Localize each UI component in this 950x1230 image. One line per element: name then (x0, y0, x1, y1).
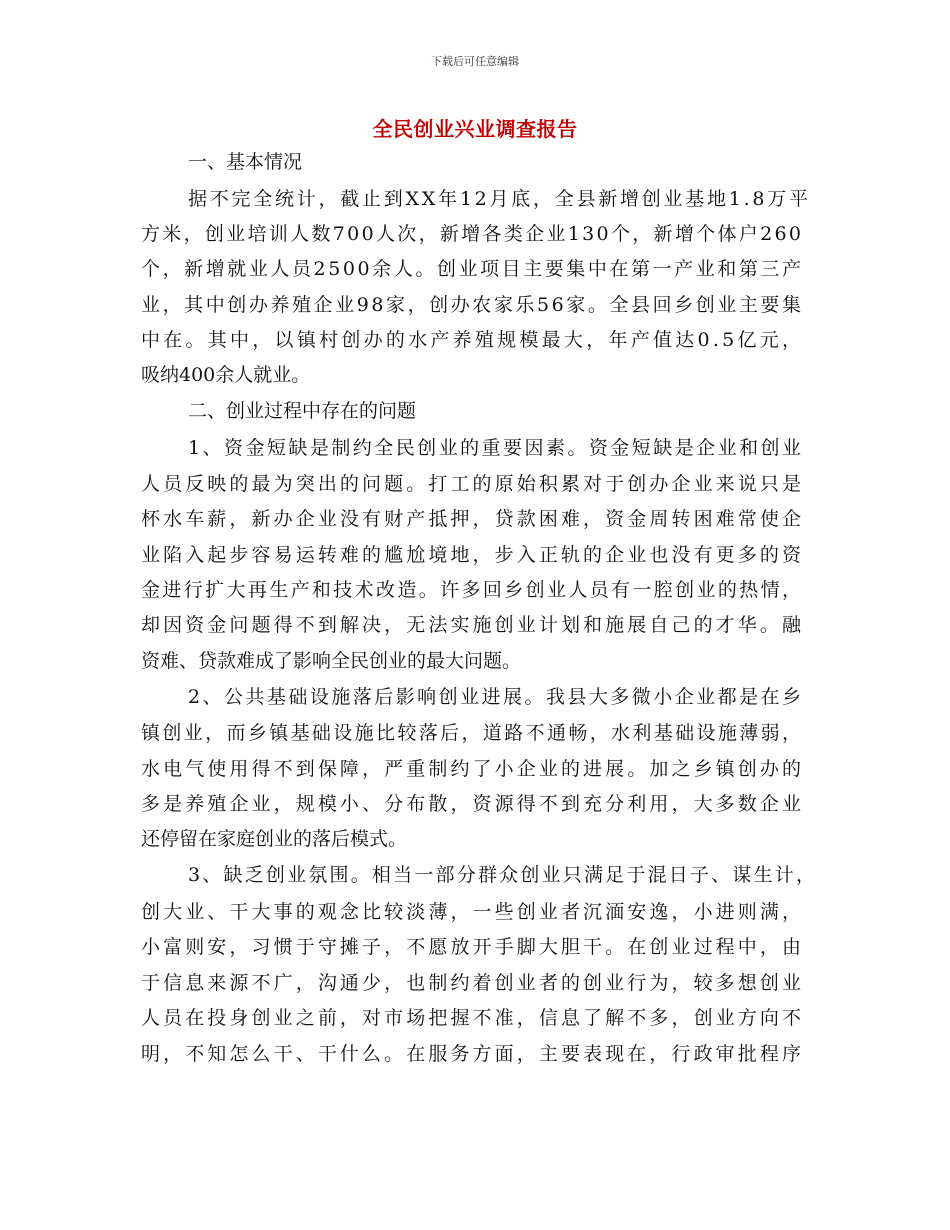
text-line: 金进行扩大再生产和技术改造。许多回乡创业人员有一腔创业的热情， (141, 579, 804, 601)
text-line: 个，新增就业人员2500余人。创业项目主要集中在第一产业和第三产 (141, 258, 804, 280)
text-line: 资难、贷款难成了影响全民创业的最大问题。 (141, 650, 522, 672)
document-title: 全民创业兴业调查报告 (372, 117, 578, 141)
text-line: 吸纳400余人就业。 (141, 364, 311, 386)
text-line: 多是养殖企业，规模小、分布散，资源得不到充分利用，大多数企业 (141, 793, 805, 815)
text-line: 二、创业过程中存在的问题 (188, 400, 417, 422)
text-line: 1、资金短缺是制约全民创业的重要因素。资金短缺是企业和创业 (188, 437, 804, 459)
text-line: 创大业、干大事的观念比较淡薄，一些创业者沉湎安逸，小进则满， (141, 901, 805, 923)
text-line: 一、基本情况 (188, 151, 303, 173)
text-line: 明，不知怎么干、干什么。在服务方面，主要表现在，行政审批程序 (141, 1043, 805, 1065)
text-line: 却因资金问题得不到解决，无法实施创业计划和施展自己的才华。融 (141, 614, 805, 636)
text-line: 人员反映的最为突出的问题。打工的原始积累对于创办企业来说只是 (141, 473, 805, 495)
text-line: 水电气使用得不到保障，严重制约了小企业的进展。加之乡镇创办的 (141, 758, 805, 780)
text-line: 人员在投身创业之前，对市场把握不准，信息了解不多，创业方向不 (141, 1007, 805, 1029)
text-line: 小富则安，习惯于守摊子，不愿放开手脚大胆干。在创业过程中，由 (141, 936, 805, 958)
text-line: 杯水车薪，新办企业没有财产抵押，贷款困难，资金周转困难常使企 (141, 508, 805, 530)
header-note: 下载后可任意编辑 (431, 55, 519, 68)
text-line: 业陷入起步容易运转难的尴尬境地，步入正轨的企业也没有更多的资 (141, 544, 805, 566)
text-line: 3、缺乏创业氛围。相当一部分群众创业只满足于混日子、谋生计， (188, 864, 818, 886)
text-line: 2、公共基础设施落后影响创业进展。我县大多微小企业都是在乡 (188, 686, 804, 708)
text-line: 据不完全统计，截止到XX年12月底，全县新增创业基地1.8万平 (188, 188, 811, 210)
text-line: 于信息来源不广，沟通少，也制约着创业者的创业行为，较多想创业 (141, 972, 805, 994)
text-line: 还停留在家庭创业的落后模式。 (141, 828, 408, 850)
text-line: 业，其中创办养殖企业98家，创办农家乐56家。全县回乡创业主要集 (141, 294, 804, 316)
text-line: 中在。其中，以镇村创办的水产养殖规模最大，年产值达0.5亿元， (141, 329, 805, 351)
text-line: 镇创业，而乡镇基础设施比较落后，道路不通畅，水利基础设施薄弱， (141, 722, 804, 744)
text-line: 方米，创业培训人数700人次，新增各类企业130个，新增个体户260 (141, 223, 804, 245)
